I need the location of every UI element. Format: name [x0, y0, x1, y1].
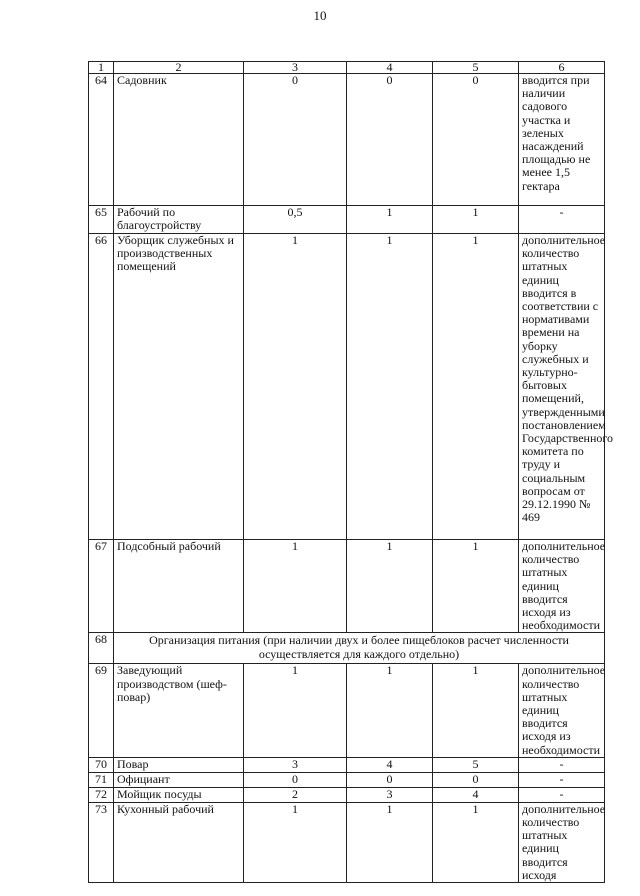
value-col-5: 1 — [433, 206, 519, 234]
position-name: Рабочий по благоустройству — [114, 206, 244, 234]
table-row — [89, 664, 605, 757]
table-row — [89, 74, 605, 206]
value-col-5: 0 — [433, 74, 519, 206]
position-name: Мойщик посуды — [114, 787, 244, 802]
header-cell-6: 6 — [519, 62, 605, 74]
table-row — [89, 234, 605, 540]
table-row — [89, 787, 605, 802]
value-col-5: 1 — [433, 664, 519, 757]
position-name: Официант — [114, 772, 244, 787]
note: дополнительное количество штатных единиц вводится исходя из необходимости — [519, 540, 605, 633]
position-name: Садовник — [114, 74, 244, 206]
value-col-3: 1 — [244, 540, 347, 633]
value-col-3: 2 — [244, 787, 347, 802]
section-row — [89, 633, 605, 664]
value-col-3: 1 — [244, 802, 347, 882]
row-number: 65 — [89, 206, 114, 234]
row-number: 73 — [89, 802, 114, 882]
value-col-4: 1 — [347, 802, 433, 882]
position-name: Заведующий производством (шеф-повар) — [114, 664, 244, 757]
row-number: 66 — [89, 234, 114, 540]
value-col-4: 1 — [347, 234, 433, 540]
position-name: Повар — [114, 757, 244, 772]
value-col-5: 1 — [433, 540, 519, 633]
value-col-3: 0 — [244, 772, 347, 787]
note: - — [519, 757, 605, 772]
table-row — [89, 802, 605, 882]
note: вводится при наличии садового участка и зеленых насаждений площадью не менее 1,5 гектара — [519, 74, 605, 206]
table-row — [89, 206, 605, 234]
table-header-row — [89, 62, 605, 74]
header-cell-2: 2 — [114, 62, 244, 74]
table-row — [89, 757, 605, 772]
value-col-5: 5 — [433, 757, 519, 772]
row-number: 69 — [89, 664, 114, 757]
row-number: 64 — [89, 74, 114, 206]
note: - — [519, 772, 605, 787]
header-cell-3: 3 — [244, 62, 347, 74]
note: дополнительное количество штатных единиц вводится исходя — [519, 802, 605, 882]
value-col-3: 0,5 — [244, 206, 347, 234]
value-col-4: 1 — [347, 664, 433, 757]
value-col-5: 0 — [433, 772, 519, 787]
page-number: 10 — [313, 8, 327, 23]
position-name: Кухонный рабочий — [114, 802, 244, 882]
header-cell-4: 4 — [347, 62, 433, 74]
staffing-table — [88, 60, 613, 883]
value-col-4: 0 — [347, 74, 433, 206]
value-col-4: 4 — [347, 757, 433, 772]
row-number: 67 — [89, 540, 114, 633]
row-number: 70 — [89, 757, 114, 772]
value-col-5: 1 — [433, 234, 519, 540]
value-col-3: 3 — [244, 757, 347, 772]
value-col-4: 0 — [347, 772, 433, 787]
value-col-4: 3 — [347, 787, 433, 802]
note: - — [519, 787, 605, 802]
position-name: Уборщик служебных и производственных помещений — [114, 234, 244, 540]
value-col-5: 4 — [433, 787, 519, 802]
row-number: 72 — [89, 787, 114, 802]
table-row — [89, 772, 605, 787]
position-name: Подсобный рабочий — [114, 540, 244, 633]
value-col-5: 1 — [433, 802, 519, 882]
row-number: 71 — [89, 772, 114, 787]
value-col-4: 1 — [347, 540, 433, 633]
value-col-3: 0 — [244, 74, 347, 206]
value-col-3: 1 — [244, 234, 347, 540]
table-row — [89, 540, 605, 633]
note: дополнительное количество штатных единиц вводится в соответствии с нормативами времени на уборку служебных и культурно-бытовых помещений, утвержденными постановлением Государственного комитета по труду и социальным вопросам от 29.12.1990 № 469 — [519, 234, 605, 540]
note: - — [519, 206, 605, 234]
row-number: 68 — [89, 633, 114, 664]
section-heading: Организация питания (при наличии двух и более пищеблоков расчет численности осуществляется для каждого отдельно) — [114, 633, 605, 664]
note: дополнительное количество штатных единиц вводится исходя из необходимости — [519, 664, 605, 757]
value-col-3: 1 — [244, 664, 347, 757]
header-cell-1: 1 — [89, 62, 114, 74]
value-col-4: 1 — [347, 206, 433, 234]
header-cell-5: 5 — [433, 62, 519, 74]
